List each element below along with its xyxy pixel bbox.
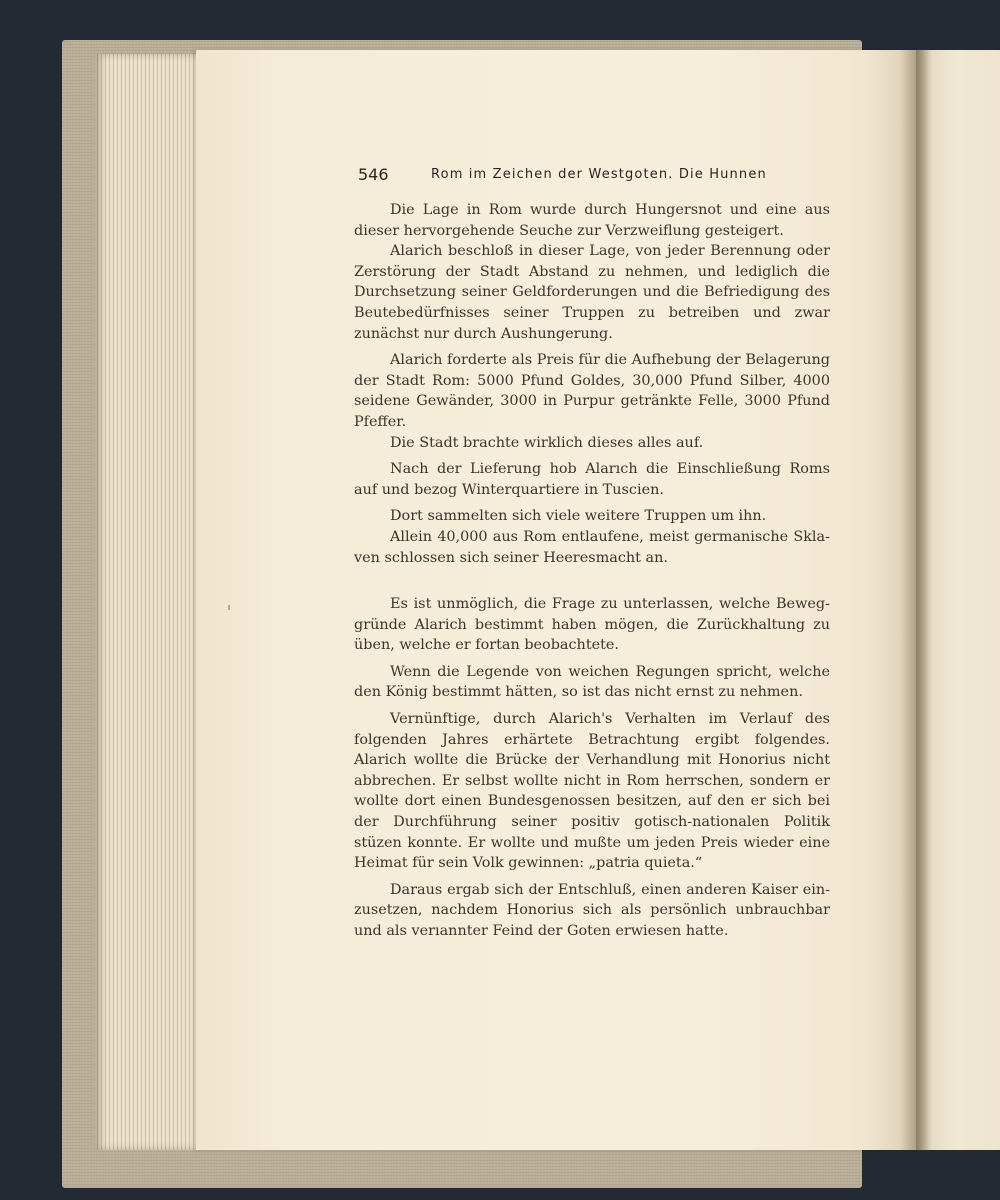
page-number: 546 (358, 165, 389, 184)
page-edges (94, 54, 204, 1150)
paragraph: Alarich forderte als Preis für die Aufhebung der Belagerung der Stadt Rom: 5000 Pfund Goldes, 30,000 Pfund Silber, 4000 seidene Gewänder, 3000 in Purpur getränkte Felle, 3000 Pfund Pfeffer. (354, 352, 830, 430)
running-title: Rom im Zeichen der Westgoten. Die Hunnen (431, 167, 767, 182)
body-text (354, 200, 830, 948)
paragraph: Allein 40,000 aus Rom entlaufene, meist germanische Sklaven schlossen sich seiner Heeresmacht an. (354, 528, 830, 566)
paragraph: Dort sammelten sich viele weitere Truppen um ihn. (390, 508, 767, 525)
paragraph: Die Stadt brachte wirklich dieses alles auf. (390, 434, 704, 451)
paragraph: Vernünftige, durch Alarich's Verhalten im Verlauf des folgenden Jahres erhärtete Betrachtung ergibt folgendes. Alarich wollte die Brücke der Verhandlung mit Honorius nicht abbrechen. Er selbst wollte nicht in Rom herrschen, sondern er wollte dort einen Bundesgenossen besitzen, auf den er sich bei der Durchführung seiner positiv gotisch-nationalen Politik stüzen konnte. Er wollte und mußte um jeden Preis wieder eine Heimat für sein Volk gewinnen: „patria quieta.“ (354, 711, 830, 872)
paragraph: Alarich beschloß in dieser Lage, von jeder Berennung oder Zerstörung der Stadt Abstand zu nehmen, und lediglich die Durchsetzung seiner Geldforderungen und die Befriedigung des Beutebedürfnisses seiner Truppen zu betreiben und zwar zunächst nur durch Aushungerung. (354, 243, 830, 342)
paragraph: Die Lage in Rom wurde durch Hungersnot und eine aus dieser hervorgehende Seuche zur Verzweiflung gesteigert. (354, 202, 830, 239)
paragraph: Es ist unmöglich, die Frage zu unterlassen, welche Beweggründe Alarich bestimmt haben mögen, die Zurückhaltung zu üben, welche er fortan beobachtete. (354, 596, 830, 654)
book-gutter (900, 50, 930, 1150)
paragraph: Wenn die Legende von weichen Regungen spricht, welche den König bestimmt hätten, so ist das nicht ernst zu nehmen. (354, 663, 830, 701)
paragraph: Nach der Lieferung hob Alarıch die Einschließung Roms auf und bezog Winterquartiere in Tuscien. (354, 461, 830, 498)
paragraph: Daraus ergab sich der Entschluß, einen anderen Kaiser einzusetzen, nachdem Honorius sich als persönlich unbrauchbar und als verıannter Feind der Goten erwiesen hatte. (354, 881, 830, 939)
page-mark (228, 605, 230, 610)
